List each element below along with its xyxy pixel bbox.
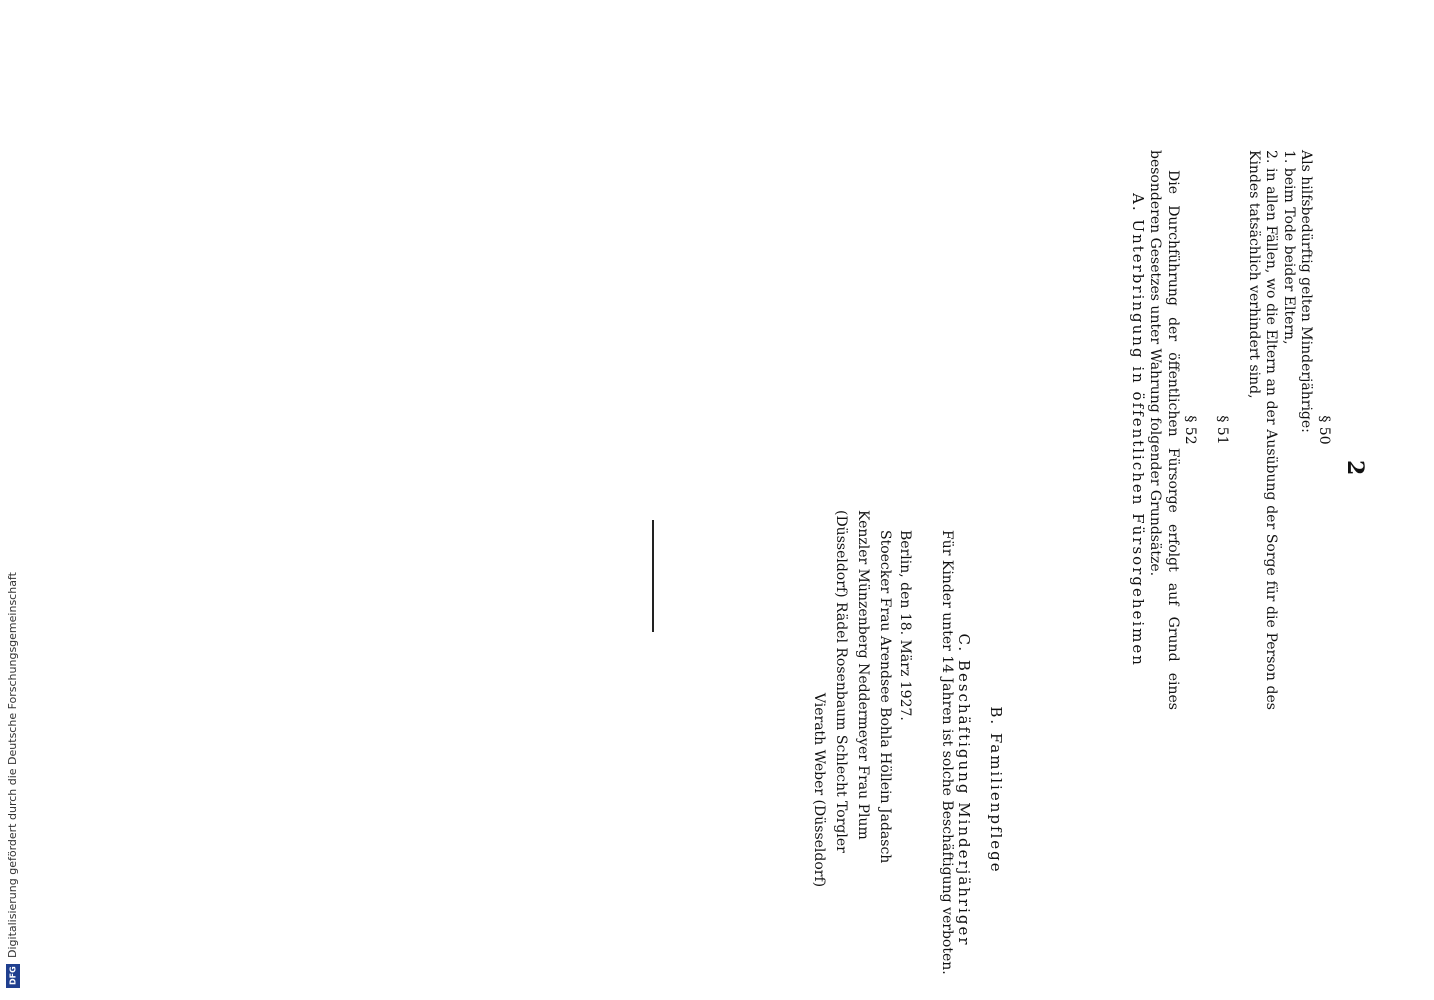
section-c-text: Für Kinder unter 14 Jahren ist solche Beschäftigung verboten. <box>938 530 955 975</box>
footer-text: Digitalisierung gefördert durch die Deutsche Forschungsgemeinschaft <box>6 572 19 958</box>
signatures-line-1: Stoecker Frau Arendsee Bohla Höllein Jadasch <box>876 530 893 864</box>
place-date: Berlin, den 18. März 1927. <box>897 530 914 721</box>
signatures-line-4: Vierath Weber (Düsseldorf) <box>810 692 827 888</box>
section-b-heading: B. Familienpflege <box>987 706 1005 874</box>
section-50-intro: Als hilfsbedürftig gelten Minderjährige: <box>1298 150 1315 433</box>
dfg-logo-icon: DFG <box>6 964 20 988</box>
signatures-line-3: (Düsseldorf) Rädel Rosenbaum Schlecht Torgler <box>832 510 849 853</box>
section-50-heading: § 50 <box>1316 415 1332 445</box>
page-number: 2 <box>1342 460 1368 476</box>
column-right <box>808 510 1004 1000</box>
section-50-item-1: 1. beim Tode beider Eltern, <box>1280 150 1297 345</box>
section-52-heading: § 52 <box>1182 415 1199 445</box>
footer-attribution <box>6 14 20 994</box>
section-50-item-2: 2. in allen Fällen, wo die Eltern an der Ausübung der Sorge für die Person des Kindes tatsächlich verhindert sind, <box>1245 150 1280 710</box>
signatures-line-2: Kenzler Münzenberg Neddermeyer Frau Plum <box>854 510 871 840</box>
section-a-heading: A. Unterbringung in öffentlichen Fürsorgeheimen <box>1128 193 1147 667</box>
separator-rule <box>652 520 654 632</box>
section-52-text: Die Durchführung der öffentlichen Fürsorge erfolgt auf Grund eines besonderen Gesetzes unter Wahrung folgender Grundsätze. <box>1147 150 1181 710</box>
section-51-heading: § 51 <box>1214 415 1231 445</box>
column-left <box>1128 150 1332 710</box>
section-c-heading: C. Beschäftigung Minderjähriger <box>955 633 974 947</box>
